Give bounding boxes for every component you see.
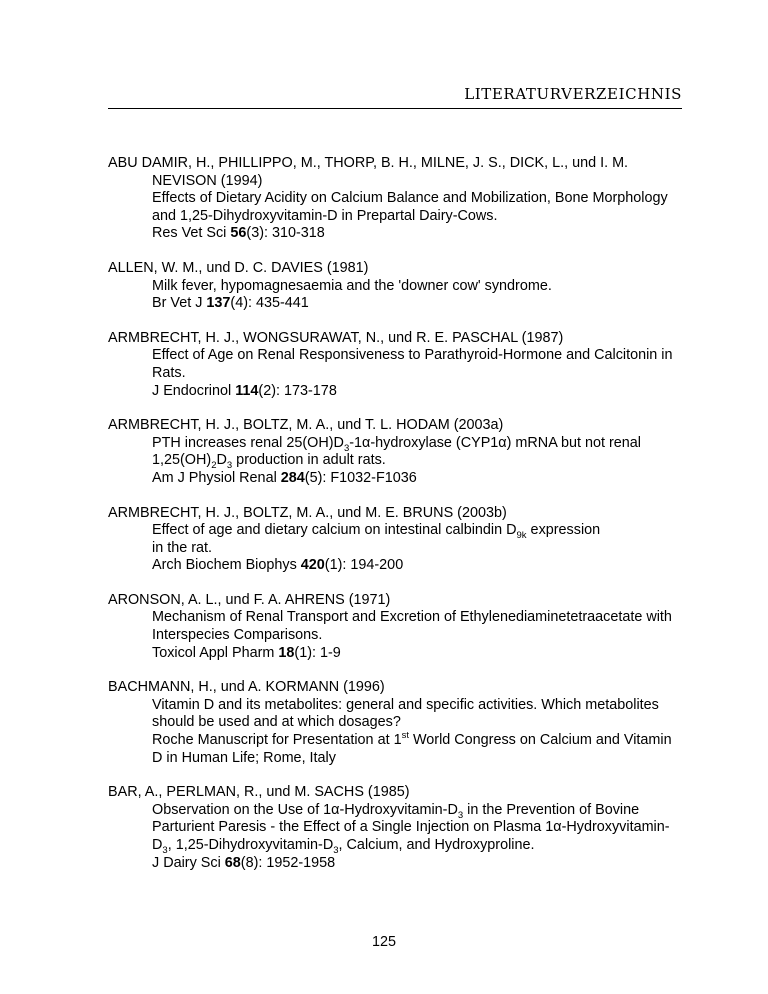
- reference-authors: ARMBRECHT, H. J., WONGSURAWAT, N., und R. E. PASCHAL (1987): [108, 329, 564, 346]
- reference-entry: [108, 505, 682, 575]
- reference-authors: ALLEN, W. M., und D. C. DAVIES (1981): [108, 259, 369, 276]
- reference-title: Effect of Age on Renal Responsiveness to Parathyroid-Hormone and Calcitonin in Rats.: [152, 347, 673, 381]
- reference-authors: ABU DAMIR, H., PHILLIPPO, M., THORP, B. H., MILNE, J. S., DICK, L., und I. M. NEVISON (1994): [108, 155, 629, 189]
- reference-source: Res Vet Sci 56(3): 310-318: [152, 225, 325, 242]
- reference-entry: [108, 155, 682, 243]
- reference-authors: ARMBRECHT, H. J., BOLTZ, M. A., und T. L. HODAM (2003a): [108, 417, 504, 434]
- reference-source: J Endocrinol 114(2): 173-178: [152, 382, 337, 399]
- reference-title: Effects of Dietary Acidity on Calcium Balance and Mobilization, Bone Morphology and 1,25-Dihydroxyvitamin-D in Prepartal Dairy-Cows.: [152, 190, 668, 224]
- reference-authors: ARMBRECHT, H. J., BOLTZ, M. A., und M. E. BRUNS (2003b): [108, 504, 507, 521]
- header-rule: [108, 108, 682, 109]
- reference-title: Mechanism of Renal Transport and Excretion of Ethylenediaminetetraacetate with Interspecies Comparisons.: [152, 609, 672, 644]
- reference-entry: [108, 592, 682, 662]
- reference-source: Br Vet J 137(4): 435-441: [152, 295, 309, 312]
- reference-title: PTH increases renal $25(OH)D_3-1\alpha$-hydroxylase (CYP1α) mRNA but not renal $1,25(OH)_2D_3$ production in adult rats.: [152, 434, 642, 472]
- reference-note: Roche Manuscript for Presentation at 1st World Congress on Calcium and Vitamin D in Human Life; Rome, Italy: [152, 730, 672, 766]
- reference-title: Vitamin D and its metabolites: general and specific activities. Which metabolites should be used and at which dosages?: [152, 696, 659, 731]
- page-number: 125: [371, 934, 396, 950]
- reference-entry: [108, 260, 682, 313]
- page-header: literaturverzeichnis: [464, 80, 682, 104]
- reference-authors: BAR, A., PERLMAN, R., und M. SACHS (1985): [108, 784, 410, 801]
- reference-entry: [108, 784, 682, 872]
- reference-list: [108, 155, 682, 889]
- reference-entry: [108, 330, 682, 400]
- reference-authors: BACHMANN, H., und A. KORMANN (1996): [108, 679, 385, 696]
- reference-title: Effect of age and dietary calcium on intestinal calbindin $D_{9k}$ expression in the rat.: [152, 522, 601, 556]
- reference-source: Am J Physiol Renal 284(5): F1032-F1036: [152, 469, 417, 486]
- reference-title: Observation on the Use of $1\alpha-Hydroxyvitamin-D_3$ in the Prevention of Bovine Parturient Paresis - the Effect of a Single Injection on Plasma $1\alpha-Hydroxyvitamin-D_3$, $1,25-Dihydroxyvitamin-D_3$, Calcium, and Hydroxyproline.: [152, 801, 670, 856]
- reference-source: Arch Biochem Biophys 420(1): 194-200: [152, 557, 404, 574]
- reference-entry: [108, 679, 682, 767]
- reference-title: Milk fever, hypomagnesaemia and the 'downer cow' syndrome.: [152, 277, 552, 294]
- reference-entry: [108, 417, 682, 487]
- reference-source: J Dairy Sci 68(8): 1952-1958: [152, 854, 336, 871]
- reference-authors: ARONSON, A. L., und F. A. AHRENS (1971): [108, 591, 391, 608]
- reference-source: Toxicol Appl Pharm 18(1): 1-9: [152, 644, 341, 661]
